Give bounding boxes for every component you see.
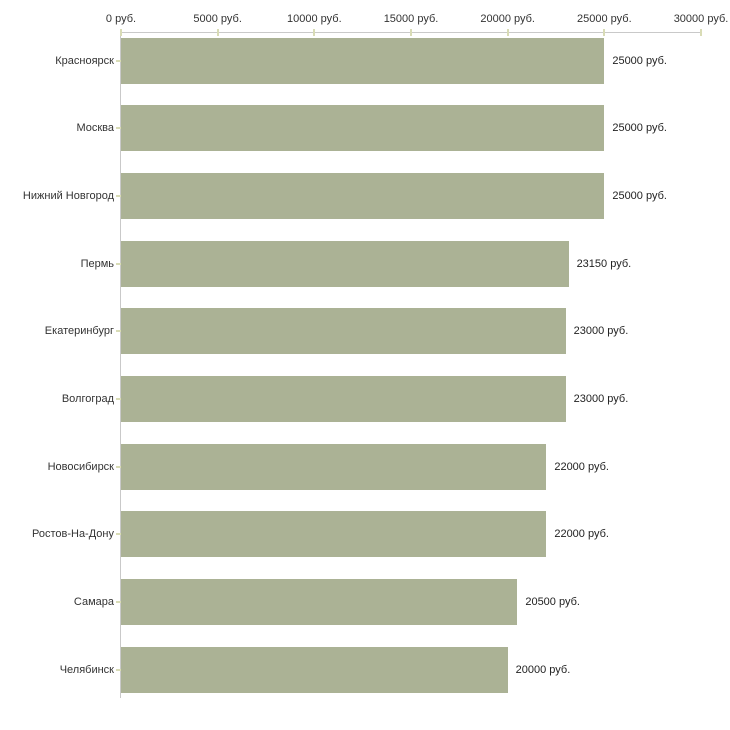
value-label: 25000 руб. <box>612 54 667 67</box>
category-label: Красноярск <box>55 54 114 67</box>
bar <box>121 173 604 219</box>
category-label: Самара <box>73 596 114 609</box>
x-tick-label: 0 руб. <box>105 13 137 25</box>
category-label: Нижний Новгород <box>22 189 114 202</box>
bar <box>121 647 508 693</box>
bar <box>121 579 517 625</box>
value-label: 20000 руб. <box>515 663 571 676</box>
category-label: Ростов-На-Дону <box>31 528 114 541</box>
value-label: 22000 руб. <box>554 460 609 473</box>
x-tick-label: 10000 руб. <box>287 13 342 25</box>
value-label: 23000 руб. <box>573 325 629 338</box>
category-label: Москва <box>76 122 114 135</box>
x-tick-mark <box>313 29 315 36</box>
category-label: Волгоград <box>61 393 114 405</box>
bar <box>121 38 604 84</box>
bar <box>121 308 566 354</box>
value-label: 22000 руб. <box>554 528 609 541</box>
x-tick-mark <box>120 29 122 36</box>
bar <box>121 376 566 422</box>
x-tick-mark <box>507 29 509 36</box>
x-tick-label: 25000 руб. <box>577 13 632 25</box>
category-label: Челябинск <box>59 663 114 676</box>
bar <box>121 444 546 490</box>
value-label: 23150 руб. <box>576 257 632 270</box>
x-tick-mark <box>700 29 702 36</box>
x-tick-label: 5000 руб. <box>193 13 242 25</box>
x-tick-label: 15000 руб. <box>383 13 439 25</box>
value-label: 23000 руб. <box>573 393 629 405</box>
bar <box>121 241 569 287</box>
x-tick-mark <box>603 29 605 36</box>
category-label: Екатеринбург <box>44 325 114 338</box>
x-tick-mark <box>410 29 412 36</box>
bar <box>121 105 604 151</box>
x-tick-label: 30000 руб. <box>673 13 729 25</box>
category-label: Пермь <box>80 257 114 270</box>
x-tick-mark <box>217 29 219 36</box>
value-label: 25000 руб. <box>612 122 667 135</box>
value-label: 25000 руб. <box>612 189 667 202</box>
value-label: 20500 руб. <box>525 596 580 609</box>
category-label: Новосибирск <box>47 460 114 473</box>
x-tick-label: 20000 руб. <box>480 13 535 25</box>
bar <box>121 511 546 557</box>
